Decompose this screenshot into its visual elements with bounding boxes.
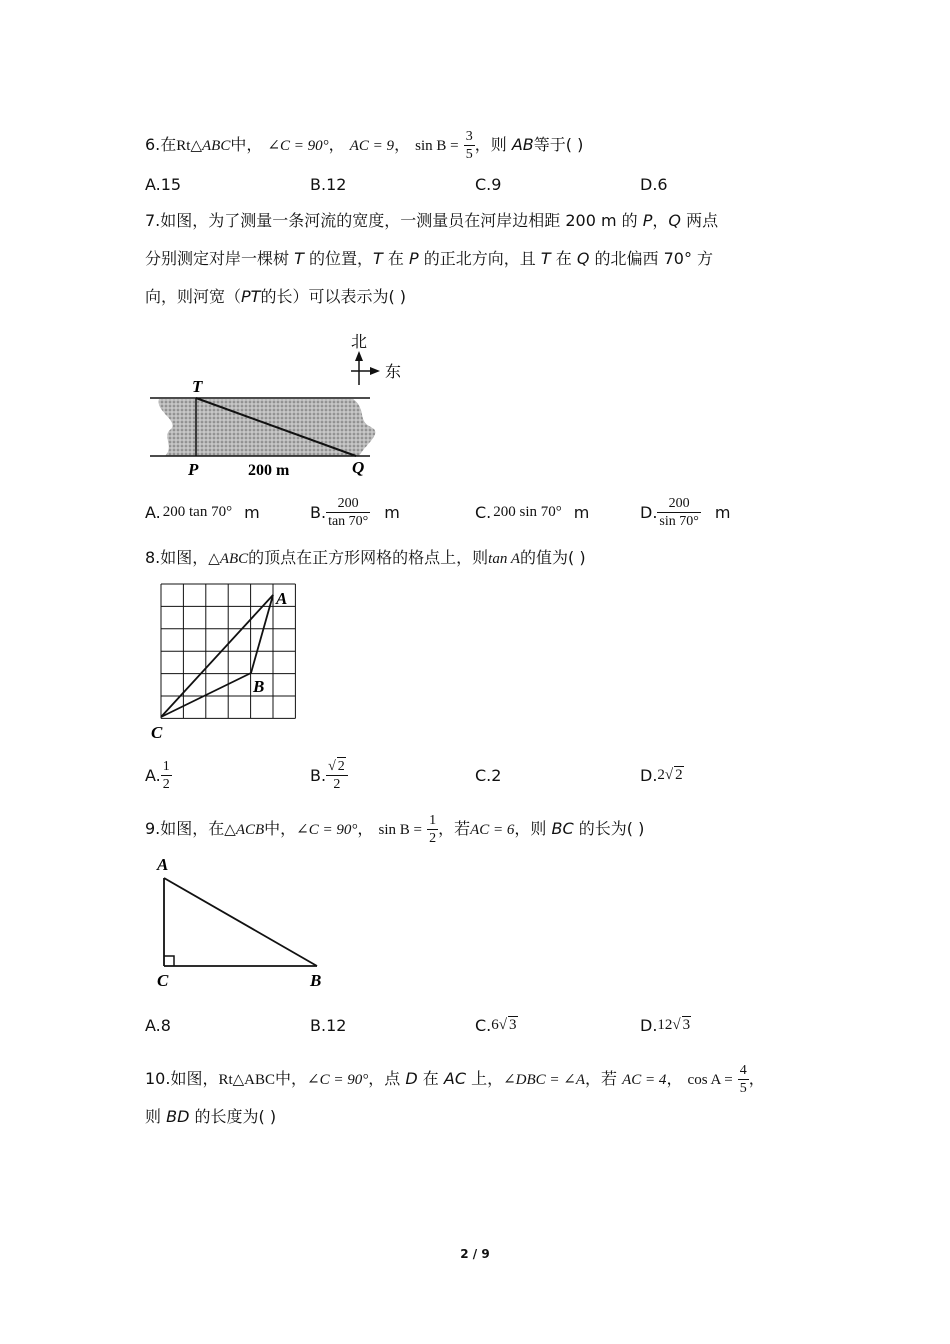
label-b: B xyxy=(253,677,265,696)
q8-option-b[interactable]: B. $\frac{√ 2}{2}$ xyxy=(310,755,348,795)
q8-stem: 8.如图，△ABC的顶点在正方形网格的格点上，则tan A的值为( ) xyxy=(145,548,586,567)
q7-option-b[interactable]: B. $\frac{200}{\tan 70^\circ}$ m xyxy=(310,495,400,529)
compass-north-arrow xyxy=(355,351,363,361)
label-c: C xyxy=(157,971,169,990)
q7-river-figure xyxy=(145,325,415,485)
label-north: 北 xyxy=(350,332,368,351)
q7-stem-line3: 向，则河宽（PT的长）可以表示为( ) xyxy=(145,287,407,306)
q6-option-b[interactable]: B. 12 xyxy=(310,174,347,194)
label-c: C xyxy=(151,723,163,742)
q10-stem-line1: 10.如图，Rt△ABC中，∠C = 90°，点 D 在 AC 上，∠DBC = ∠A，若 AC = 4， cos A = $\frac{4}{5}$ ， xyxy=(145,1063,765,1096)
q8-options xyxy=(145,755,825,795)
q7-stem-line2: 分别测定对岸一棵树 T 的位置，T 在 P 的正北方向，且 T 在 Q 的北偏西 70° 方 xyxy=(145,249,714,268)
q8-grid-figure xyxy=(145,575,315,745)
q6-option-c[interactable]: C. 9 xyxy=(475,174,502,194)
q6-angle-c: ∠C = 90° xyxy=(267,138,329,154)
sqrt-sign: √ xyxy=(328,759,336,774)
q9-options xyxy=(145,1005,825,1045)
q7-option-a[interactable]: A. 200 tan 70° m xyxy=(145,502,260,522)
q9-option-a[interactable]: A. 8 xyxy=(145,1015,171,1035)
q10-stem-line2: 则 BD 的长度为( ) xyxy=(145,1107,277,1126)
q9-fraction: $\frac{1}{2}$ xyxy=(429,813,437,846)
q6-option-d[interactable]: D. 6 xyxy=(640,174,668,194)
q6-options xyxy=(145,164,825,204)
q9-triangle-figure xyxy=(145,850,345,990)
q6-option-a[interactable]: A. 15 xyxy=(145,174,182,194)
segment-ab xyxy=(164,878,317,966)
page-number: 2 / 9 xyxy=(460,1247,490,1261)
q8-option-d[interactable]: D. 2 √ 2 xyxy=(640,765,683,785)
label-a: A xyxy=(276,589,288,608)
sqrt-sign: √ xyxy=(672,1016,681,1033)
q10-fraction: $\frac{4}{5}$ xyxy=(739,1063,747,1096)
q6-stem: 6.在Rt△ABC中， ∠C = 90°， AC = 9， sin B = $\frac{3}{5}$ ，则 AB等于( ) xyxy=(145,129,584,162)
label-b: B xyxy=(310,971,322,990)
label-t: T xyxy=(192,377,203,396)
label-p: P xyxy=(188,460,199,479)
q9-stem: 9.如图，在△ACB中，∠C = 90°， sin B = $\frac{1}{2}$ ，若AC = 6，则 BC 的长为( ) xyxy=(145,813,645,846)
q8-option-a[interactable]: A. $\frac{1}{2}$ xyxy=(145,758,170,792)
q9-option-d[interactable]: D. 12 √ 3 xyxy=(640,1015,691,1035)
q9-option-c[interactable]: C. 6 √ 3 xyxy=(475,1015,517,1035)
q7-stem-line1: 7.如图，为了测量一条河流的宽度，一测量员在河岸边相距 200 m 的 P，Q 两点 xyxy=(145,211,719,230)
q7-options xyxy=(145,492,825,532)
river-band xyxy=(159,399,376,456)
sqrt-sign: √ xyxy=(664,766,674,783)
q7-option-c[interactable]: C. 200 sin 70° m xyxy=(475,502,590,522)
q8-option-c[interactable]: C. 2 xyxy=(475,765,502,785)
label-q: Q xyxy=(352,458,365,477)
compass-east-arrow xyxy=(370,367,380,375)
label-200m: 200 m xyxy=(248,462,290,479)
sqrt-sign: √ xyxy=(498,1016,507,1033)
q7-option-d[interactable]: D. $\frac{200}{\sin 70^\circ}$ m xyxy=(640,495,731,529)
right-angle-mark xyxy=(164,956,174,966)
q6-fraction: $\frac{3}{5}$ xyxy=(465,129,473,162)
q9-option-b[interactable]: B. 12 xyxy=(310,1015,347,1035)
label-a: A xyxy=(157,855,169,874)
label-east: 东 xyxy=(385,362,402,381)
